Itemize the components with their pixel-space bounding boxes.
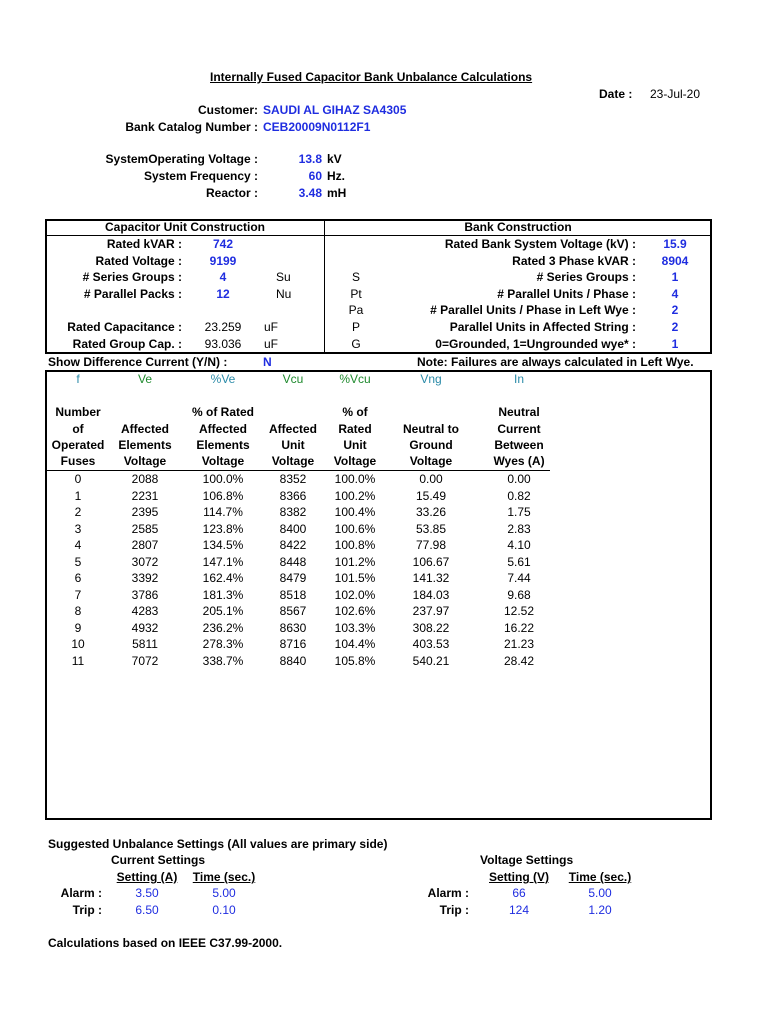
page-title: Internally Fused Capacitor Bank Unbalance Calculations [210, 70, 533, 84]
footer-note: Calculations based on IEEE C37.99-2000. [48, 936, 283, 950]
reactor-value: 3.48 [298, 186, 322, 200]
customer-label: Customer: [197, 103, 258, 117]
table-cell: 7.44 [507, 571, 531, 585]
symbol-label: Pa [348, 303, 364, 317]
table-cell: 8366 [279, 488, 307, 503]
table-cell: 106.8% [202, 488, 244, 503]
unit-param-unit: uF [264, 337, 279, 351]
column-header: Affected [268, 422, 317, 436]
column-header: Elements [118, 438, 172, 452]
reactor-unit: mH [327, 186, 347, 200]
table-cell: 101.5% [334, 571, 376, 585]
unit-param-value: 4 [219, 270, 227, 284]
column-header: Voltage [271, 454, 315, 468]
unit-param-value: 12 [216, 287, 230, 301]
bank-construction-header: Bank Construction [464, 220, 572, 234]
table-cell: 77.98 [415, 538, 447, 552]
table-cell: 103.3% [334, 620, 376, 635]
column-header: Fuses [60, 454, 96, 468]
voltage-alarm-label: Alarm : [427, 886, 469, 900]
system-frequency-label: System Frequency : [143, 169, 258, 183]
table-cell: 101.2% [334, 554, 376, 569]
column-header: Voltage [123, 454, 167, 468]
current-trip-time: 0.10 [212, 903, 236, 917]
table-cell: 8352 [279, 472, 307, 486]
table-cell: 4.10 [507, 538, 531, 552]
table-cell: 100.0% [334, 472, 376, 486]
table-cell: 12.52 [503, 604, 535, 618]
unit-param-unit: Nu [276, 287, 292, 301]
table-cell: 123.8% [202, 521, 244, 536]
table-cell: 8382 [279, 505, 307, 519]
table-cell: 2807 [131, 538, 159, 552]
table-cell: 2088 [131, 472, 159, 486]
table-cell: 236.2% [202, 620, 244, 635]
table-cell: 15.49 [415, 488, 447, 503]
table-cell: 100.4% [334, 505, 376, 519]
table-cell: 237.97 [412, 604, 450, 618]
table-cell: 7 [74, 587, 82, 602]
table-cell: 102.0% [334, 587, 376, 602]
column-header: Unit [281, 438, 305, 452]
table-cell: 2.83 [507, 521, 531, 536]
current-trip-label: Trip : [72, 903, 102, 917]
table-cell: 5.61 [507, 554, 531, 569]
symbol-label: G [351, 337, 361, 351]
table-cell: 105.8% [334, 653, 376, 668]
table-cell: 403.53 [412, 637, 450, 651]
bank-param-value: 8904 [661, 254, 689, 268]
note: Note: Failures are always calculated in Left Wye. [417, 355, 694, 369]
unit-param-label: Rated Group Cap. : [72, 337, 182, 351]
column-header: Ground [409, 438, 453, 452]
suggested-heading: Suggested Unbalance Settings (All values are primary side) [48, 837, 388, 851]
current-alarm-setting: 3.50 [135, 886, 159, 900]
table-cell: 4932 [131, 620, 159, 635]
current-alarm-time: 5.00 [212, 886, 236, 900]
unit-construction-header: Capacitor Unit Construction [104, 220, 265, 234]
table-cell: 8567 [279, 604, 307, 618]
table-cell: 134.5% [202, 538, 244, 552]
voltage-alarm-time: 5.00 [588, 886, 612, 900]
table-cell: 2 [74, 505, 82, 519]
date-label: Date : [599, 87, 633, 101]
table-cell: 53.85 [415, 521, 447, 536]
bank-param-value: 2 [671, 320, 679, 334]
show-diff-value[interactable]: N [263, 355, 272, 369]
voltage-trip-time: 1.20 [588, 903, 612, 917]
table-cell: 147.1% [202, 554, 244, 569]
bank-param-label: # Parallel Units / Phase in Left Wye : [430, 303, 636, 317]
table-cell: 8518 [279, 587, 307, 602]
system-frequency-unit: Hz. [327, 169, 345, 183]
system-voltage-label: SystemOperating Voltage : [105, 152, 258, 166]
table-cell: 106.67 [412, 554, 450, 569]
voltage-trip-setting: 124 [508, 903, 530, 917]
unit-param-value: 742 [212, 237, 234, 251]
table-cell: 100.6% [334, 521, 376, 536]
table-cell: 540.21 [412, 653, 450, 668]
current-time-col: Time (sec.) [192, 870, 256, 884]
unit-param-unit: uF [264, 320, 279, 334]
column-symbol: Ve [137, 372, 152, 386]
system-voltage-unit: kV [327, 152, 342, 166]
table-cell: 102.6% [334, 604, 376, 618]
table-cell: 181.3% [202, 587, 244, 602]
system-frequency-value: 60 [308, 169, 322, 183]
table-cell: 8716 [279, 637, 307, 651]
table-cell: 0 [74, 472, 82, 486]
column-symbol: Vcu [282, 372, 304, 386]
table-cell: 11 [71, 653, 85, 668]
column-header: Number [55, 405, 101, 419]
column-header: Current [497, 422, 541, 436]
table-cell: 6 [74, 571, 82, 585]
show-diff-label: Show Difference Current (Y/N) : [48, 355, 228, 369]
bank-param-value: 1 [671, 270, 679, 284]
table-cell: 8448 [279, 554, 307, 569]
symbol-label: P [351, 320, 360, 334]
table-cell: 3 [74, 521, 82, 536]
column-header: Neutral to [402, 422, 459, 436]
table-cell: 2231 [131, 488, 159, 503]
table-cell: 162.4% [202, 571, 244, 585]
bank-param-value: 4 [671, 287, 679, 301]
unit-param-value: 23.259 [204, 320, 242, 334]
column-symbol: Vng [420, 372, 442, 386]
column-symbol: In [513, 372, 524, 386]
current-trip-setting: 6.50 [135, 903, 159, 917]
table-cell: 2585 [131, 521, 159, 536]
bank-param-label: Rated Bank System Voltage (kV) : [444, 237, 636, 251]
current-alarm-label: Alarm : [60, 886, 102, 900]
column-header: Affected [120, 422, 169, 436]
bank-param-label: # Series Groups : [536, 270, 636, 284]
header-divider [46, 470, 550, 471]
voltage-setting-col: Setting (V) [489, 870, 549, 884]
voltage-settings-title: Voltage Settings [480, 853, 574, 867]
table-cell: 1 [74, 488, 82, 503]
column-header: % of [342, 405, 368, 419]
bank-param-label: Rated 3 Phase kVAR : [512, 254, 636, 268]
table-cell: 100.2% [334, 488, 376, 503]
current-settings-title: Current Settings [111, 853, 206, 867]
column-header: Voltage [201, 454, 245, 468]
column-symbol: %Ve [210, 372, 236, 386]
column-header: Voltage [333, 454, 377, 468]
table-cell: 9 [74, 620, 82, 635]
table-cell: 100.0% [202, 472, 244, 486]
catalog-value: CEB20009N0112F1 [263, 120, 371, 134]
unit-param-label: # Parallel Packs : [83, 287, 182, 301]
table-cell: 141.32 [412, 571, 450, 585]
column-header: Unit [343, 438, 367, 452]
column-header: Affected [198, 422, 247, 436]
column-header: Neutral [498, 405, 540, 419]
bank-param-label: Parallel Units in Affected String : [449, 320, 636, 334]
column-header: Wyes (A) [493, 454, 545, 468]
unit-param-label: # Series Groups : [82, 270, 182, 284]
table-cell: 308.22 [412, 620, 450, 635]
table-cell: 104.4% [334, 637, 376, 651]
table-cell: 114.7% [203, 505, 243, 519]
table-cell: 278.3% [202, 637, 244, 651]
table-cell: 9.68 [507, 587, 531, 602]
column-symbol: f [76, 372, 80, 386]
table-cell: 8 [74, 604, 82, 618]
table-cell: 1.75 [507, 505, 531, 519]
table-cell: 2395 [131, 505, 159, 519]
unit-param-value: 93.036 [204, 337, 242, 351]
column-header: Rated [338, 422, 372, 436]
table-cell: 4283 [131, 604, 159, 618]
column-header: Elements [196, 438, 250, 452]
table-cell: 8400 [279, 521, 307, 536]
column-header: Voltage [409, 454, 453, 468]
table-cell: 0.00 [419, 472, 443, 486]
table-cell: 5811 [132, 637, 158, 651]
table-cell: 28.42 [503, 653, 535, 668]
reactor-label: Reactor : [205, 186, 258, 200]
table-cell: 33.26 [415, 505, 447, 519]
table-cell: 205.1% [202, 604, 244, 618]
bank-param-label: # Parallel Units / Phase : [497, 287, 636, 301]
bank-param-value: 2 [671, 303, 679, 317]
table-cell: 0.00 [507, 472, 531, 486]
unit-param-label: Rated Capacitance : [67, 320, 182, 334]
column-header: of [72, 422, 84, 436]
table-cell: 338.7% [202, 653, 244, 668]
table-cell: 10 [71, 637, 85, 651]
bank-param-value: 15.9 [663, 237, 687, 251]
table-cell: 184.03 [412, 587, 450, 602]
table-cell: 8479 [279, 571, 307, 585]
unit-param-unit: Su [276, 270, 291, 284]
table-cell: 3392 [131, 571, 159, 585]
column-header: % of Rated [191, 405, 254, 419]
table-cell: 21.23 [503, 637, 535, 651]
table-cell: 8422 [279, 538, 307, 552]
unit-param-value: 9199 [209, 254, 237, 268]
table-cell: 4 [74, 538, 82, 552]
bank-param-label: 0=Grounded, 1=Ungrounded wye* : [435, 337, 636, 351]
table-cell: 3786 [131, 587, 159, 602]
voltage-alarm-setting: 66 [512, 886, 526, 900]
table-cell: 8840 [279, 653, 307, 668]
table-cell: 0.82 [507, 488, 531, 503]
column-symbol: %Vcu [339, 372, 371, 386]
table-cell: 3072 [131, 554, 159, 569]
system-voltage-value: 13.8 [298, 152, 322, 166]
symbol-label: S [351, 270, 360, 284]
unit-param-label: Rated Voltage : [95, 254, 182, 268]
table-cell: 5 [74, 554, 82, 569]
voltage-time-col: Time (sec.) [568, 870, 632, 884]
column-header: Between [494, 438, 544, 452]
table-cell: 16.22 [503, 620, 535, 635]
current-setting-col: Setting (A) [116, 870, 178, 884]
voltage-trip-label: Trip : [439, 903, 469, 917]
unit-param-label: Rated kVAR : [106, 237, 182, 251]
customer-value: SAUDI AL GIHAZ SA4305 [263, 103, 407, 117]
bank-param-value: 1 [671, 337, 679, 351]
catalog-label: Bank Catalog Number : [125, 120, 258, 134]
table-cell: 100.8% [334, 538, 376, 552]
date-value: 23-Jul-20 [650, 87, 701, 101]
symbol-label: Pt [350, 287, 362, 301]
table-cell: 8630 [279, 620, 307, 635]
table-cell: 7072 [131, 653, 159, 668]
column-header: Operated [51, 438, 105, 452]
